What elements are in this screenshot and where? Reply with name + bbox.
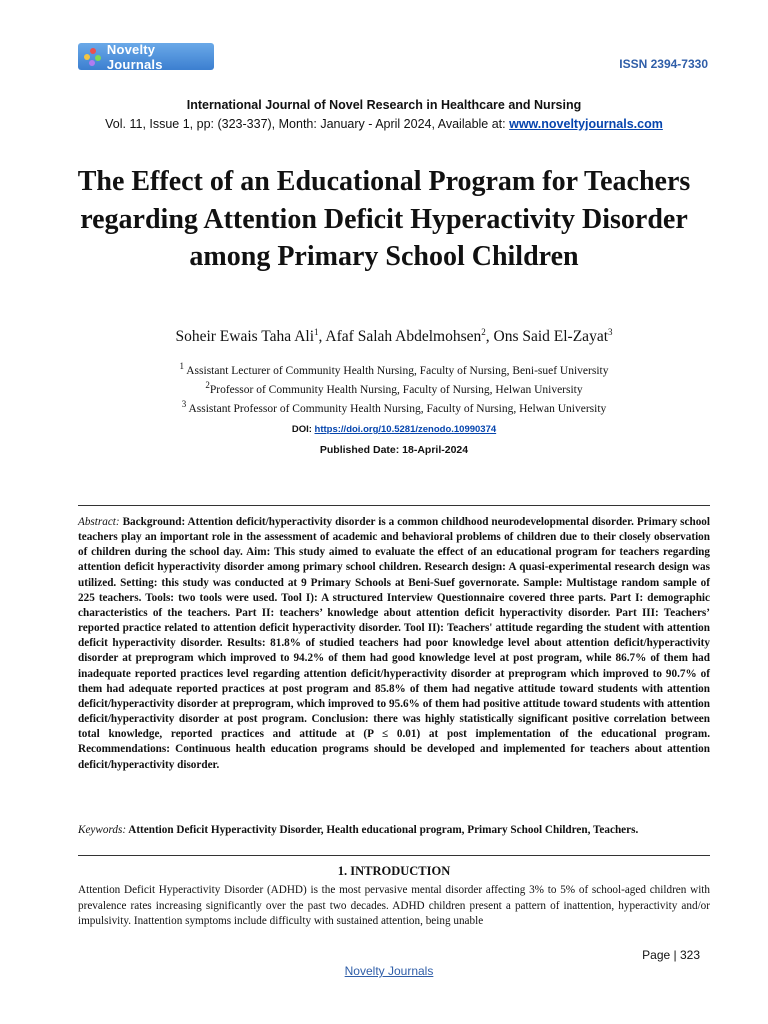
author-superscript: 1	[314, 326, 319, 337]
introduction-text: Attention Deficit Hyperactivity Disorder (ADHD) is the most pervasive mental disorder affecting 3% to 5% of school-aged children with prevalence rates increasing significantly over the past two decades. ADHD children present a pattern of inattention, hyperactivity and/or impulsivity. Inattention symptoms include difficulty with sustained attention, being unable	[78, 884, 710, 927]
abstract-top-rule	[78, 505, 710, 506]
publisher-logo[interactable]	[78, 43, 214, 70]
affiliation-3: $^3$ Assistant Professor of Community Health Nursing, Faculty of Nursing, Helwan University	[181, 399, 607, 415]
author-name: Ons Said El-Zayat	[493, 328, 609, 345]
author-name: Soheir Ewais Taha Ali	[175, 328, 315, 345]
journal-url-link[interactable]: www.noveltyjournals.com	[509, 117, 663, 131]
abstract-text: Background: Attention deficit/hyperactivity disorder is a common childhood neurodevelopmental disorder. Primary school teachers play an important role in the assessment of academic and behavioral problems of children due to their closely observation of children during the school day. Aim: This study aimed to evaluate the effect of an educational program for teachers regarding attention deficit hyperactivity disorder among primary school children. Research design: A quasi-experimental research design was utilized. Setting: this study was conducted at 9 Primary Schools at Beni-Suef governorate. Sample: Multistage random sample of 225 teachers. Tools: two tools were used. Tool I): A structured Interview Questionnaire covered three parts. Part I: demographic characteristics of the teachers. Part II: teachers’ knowledge about attention deficit hyperactivity disorder. Part III: Teachers’ reported practice related to attention deficit hyperactivity disorder. Tool II): Teachers' attitude regarding the student with attention deficit hyperactivity disorder. Results: 81.8% of studied teachers had poor knowledge level about attention deficit/hyperactivity disorder at preprogram which improved to 94.2% of them had good knowledge level at post program, while 86.7% of them had inadequate reported practices level regarding attention deficit/hyperactivity disorder at preprogram which improved to 90.7% of them had adequate reported practices at post program and 85.8% of them had negative attitude toward students with attention deficit/hyperactivity disorder at preprogram, which improved to 95.6% of them had positive attitude toward students with attention deficit/hyperactivity disorder at post program. Conclusion: there was highly statistically significant positive correlation between total knowledge, reported practices and attitude at (P ≤ 0.01) at post implementation of the educational program. Recommendations: Continuous health education programs should be developed and implemented for teachers about attention deficit/hyperactivity disorder.	[78, 516, 710, 771]
publisher-footer-link[interactable]: Novelty Journals	[344, 964, 434, 978]
doi: DOI: https://doi.org/10.5281/zenodo.10990374	[291, 424, 497, 435]
author-superscript: 2	[481, 326, 486, 337]
abstract-label: Abstract:	[78, 516, 120, 528]
logo-dots-icon	[84, 48, 102, 66]
journal-name: International Journal of Novel Research in Healthcare and Nursing	[186, 98, 582, 112]
author-name: Afaf Salah Abdelmohsen	[325, 328, 482, 345]
affiliation-1: $^1$ Assistant Lecturer of Community Health Nursing, Faculty of Nursing, Beni-suef University	[179, 361, 609, 377]
issn: ISSN 2394-7330	[619, 57, 708, 71]
abstract-bottom-rule	[78, 855, 710, 856]
page-number: Page | 323	[642, 948, 700, 962]
keywords-text: Attention Deficit Hyperactivity Disorder, Health educational program, Primary School Children, Teachers.	[126, 824, 639, 836]
introduction-heading: 1. INTRODUCTION	[337, 864, 451, 878]
affiliation-2: $^2$Professor of Community Health Nursing, Faculty of Nursing, Helwan University	[205, 380, 583, 396]
published-date: Published Date: 18-April-2024	[319, 444, 469, 456]
logo-text: Novelty Journals	[106, 41, 163, 72]
keywords	[78, 823, 710, 838]
journal-volume-info: Vol. 11, Issue 1, pp: (323-337), Month: January - April 2024, Available at:	[105, 117, 510, 131]
journal-info	[0, 117, 768, 131]
keywords-label: Keywords:	[78, 824, 127, 836]
author-list: Soheir Ewais Taha Ali$^1$, Afaf Salah Abdelmohsen$^2$, Ons Said El-Zayat$^3$	[175, 326, 613, 345]
author-superscript: 3	[608, 326, 613, 337]
abstract	[78, 515, 710, 773]
doi-link[interactable]: https://doi.org/10.5281/zenodo.10990374	[314, 424, 497, 435]
paper-title: The Effect of an Educational Program for Teachers regarding Attention Deficit Hyperactivity Disorder among Primary School Children	[77, 166, 691, 272]
